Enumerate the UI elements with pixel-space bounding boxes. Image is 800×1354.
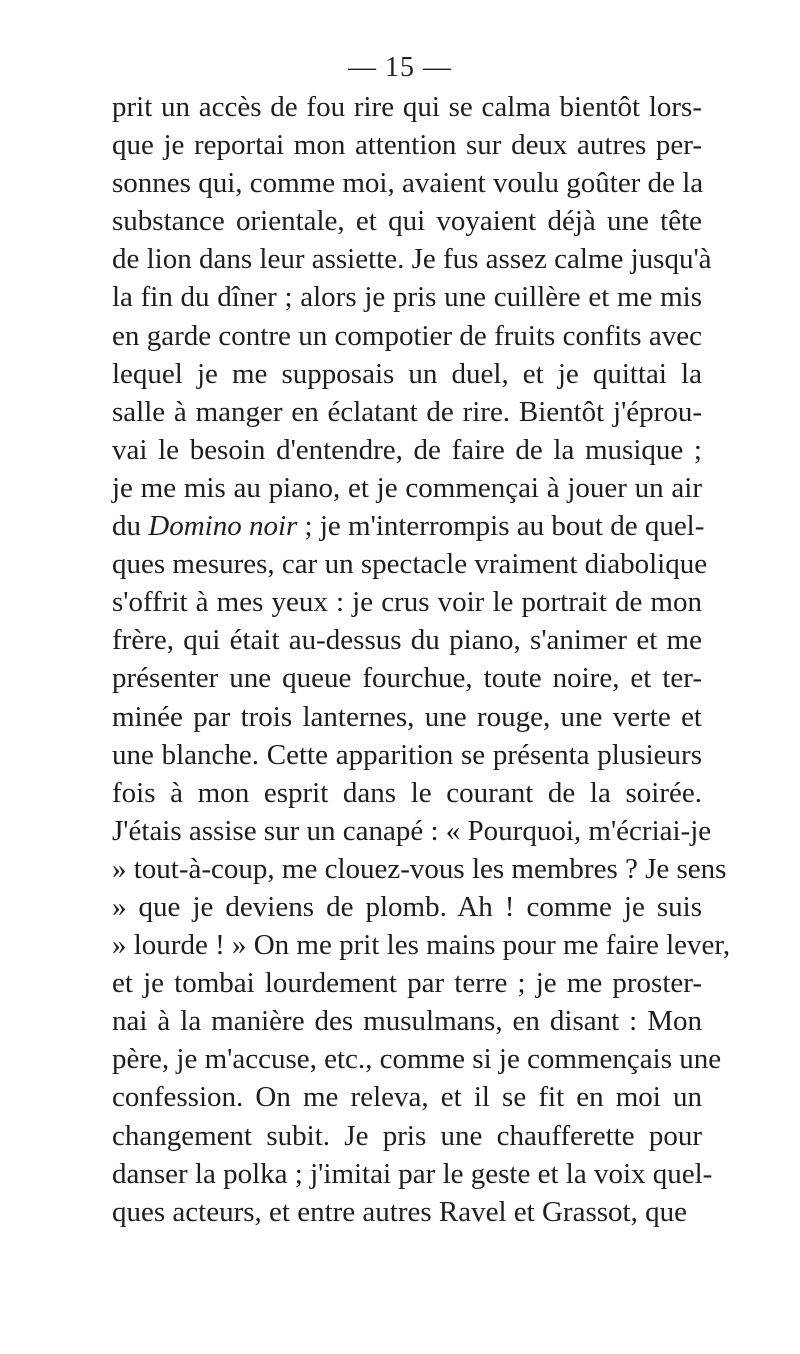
text-line: de lion dans leur assiette. Je fus assez calme jusqu'à (112, 243, 712, 276)
text-line: que je reportai mon attention sur deux autres per- (112, 129, 702, 162)
text-line: lequel je me supposais un duel, et je quittai la (112, 357, 702, 390)
text-line: présenter une queue fourchue, toute noire, et ter- (112, 662, 702, 695)
text-line: vai le besoin d'entendre, de faire de la musique ; (112, 433, 702, 466)
text-line: la fin du dîner ; alors je pris une cuillère et me mis (112, 281, 702, 314)
page-number: — 15 — (348, 52, 452, 83)
text-line: minée par trois lanternes, une rouge, une verte et (112, 700, 702, 733)
text-line: J'étais assise sur un canapé : « Pourquoi, m'écriai-je (112, 814, 712, 847)
text-line: ques mesures, car un spectacle vraiment diabolique (112, 548, 708, 581)
text-line: sonnes qui, comme moi, avaient voulu goûter de la (112, 167, 704, 200)
text-line: une blanche. Cette apparition se présenta plusieurs (112, 738, 702, 771)
text-line: s'offrit à mes yeux : je crus voir le portrait de mon (112, 586, 702, 619)
text-line: substance orientale, et qui voyaient déjà une tête (112, 205, 702, 238)
text-line: du Domino noir ; je m'interrompis au bout de quel- (112, 510, 705, 543)
text-line: père, je m'accuse, etc., comme si je commençais une (112, 1043, 722, 1076)
text-line: frère, qui était au-dessus du piano, s'animer et me (112, 624, 702, 657)
text-line: » tout-à-coup, me clouez-vous les membres ? Je sens (112, 852, 727, 885)
text-line: danser la polka ; j'imitai par le geste et la voix quel- (112, 1157, 713, 1190)
text-line: et je tombai lourdement par terre ; je me proster- (112, 967, 702, 1000)
text-line: salle à manger en éclatant de rire. Bientôt j'éprou- (112, 395, 702, 428)
text-line: » que je deviens de plomb. Ah ! comme je suis (112, 890, 702, 923)
text-line: je me mis au piano, et je commençai à jouer un air (112, 471, 702, 504)
text-line: changement subit. Je pris une chaufferette pour (112, 1119, 702, 1152)
text-line: nai à la manière des musulmans, en disant : Mon (112, 1005, 702, 1038)
text-line: ques acteurs, et entre autres Ravel et Grassot, que (112, 1195, 687, 1228)
italic-title: Domino noir (148, 510, 298, 543)
text-line: prit un accès de fou rire qui se calma bientôt lors- (112, 91, 702, 123)
text-line: » lourde ! » On me prit les mains pour me faire lever, (112, 929, 731, 962)
text-line: en garde contre un compotier de fruits confits avec (112, 319, 702, 352)
text-line: confession. On me releva, et il se fit en moi un (112, 1081, 702, 1114)
text-line: fois à mon esprit dans le courant de la soirée. (112, 776, 702, 809)
body-text (112, 88, 731, 1231)
